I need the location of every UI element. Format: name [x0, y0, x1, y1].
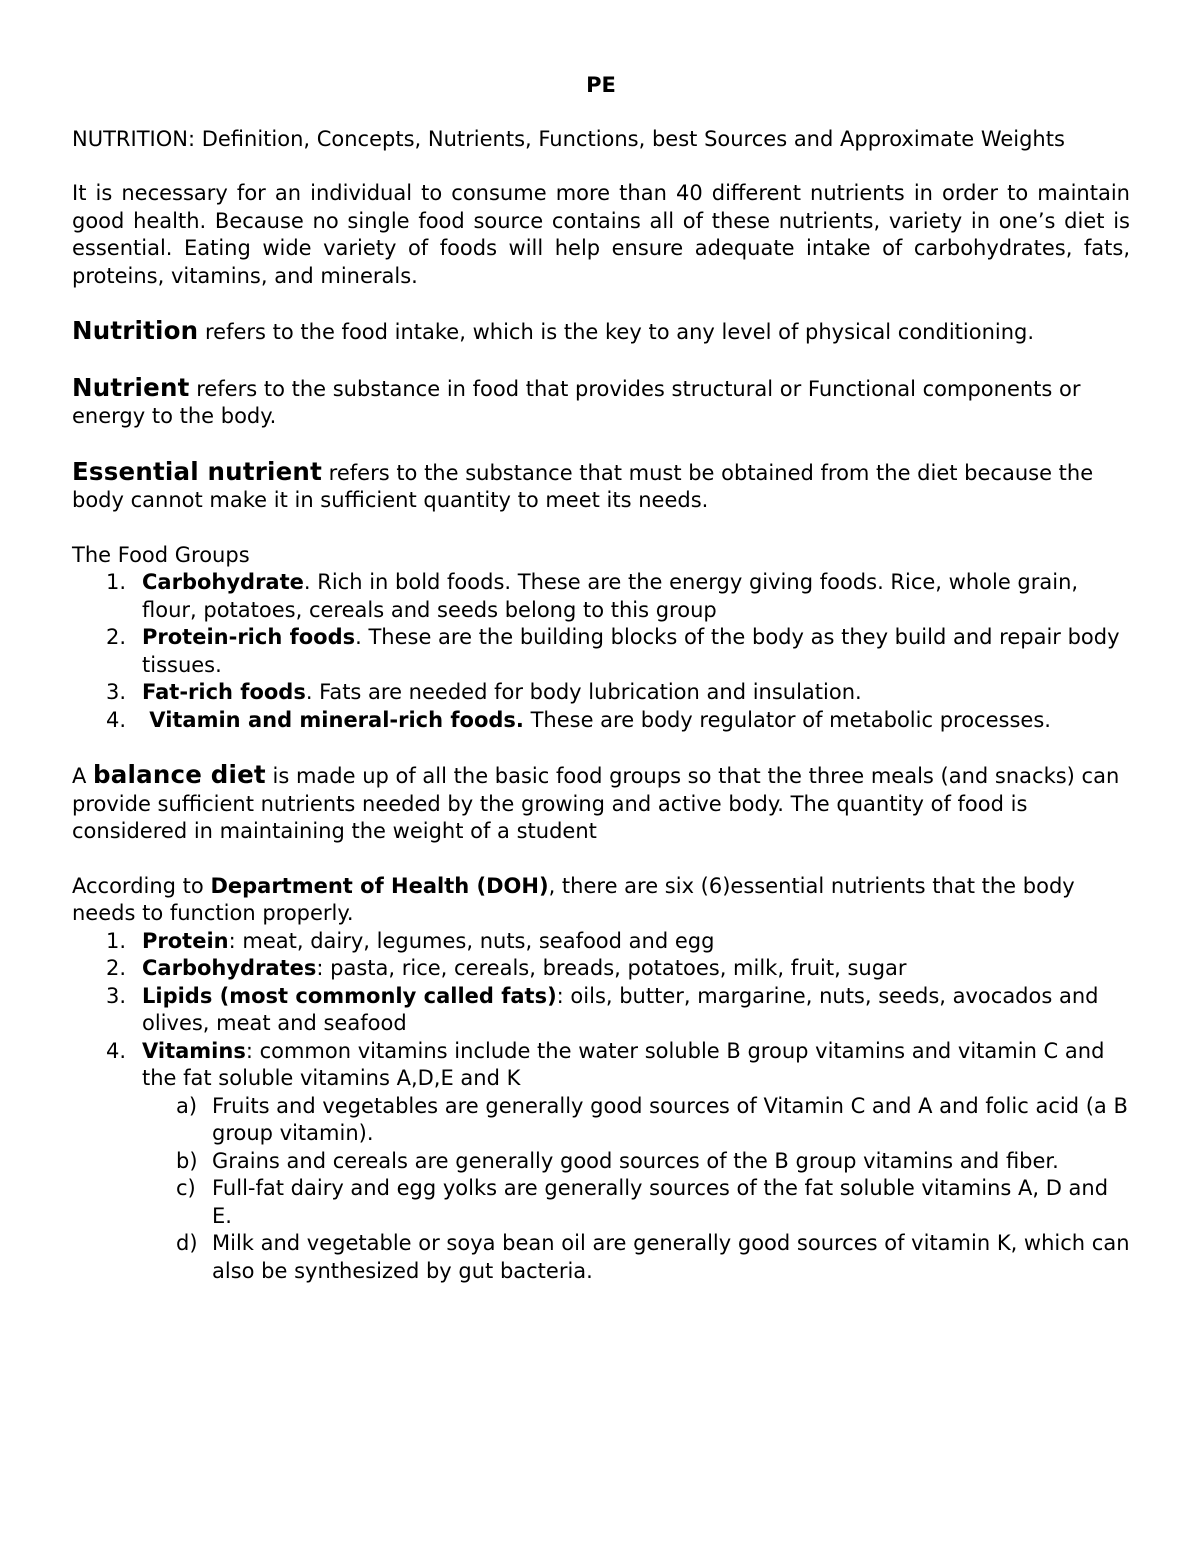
document-heading: NUTRITION: Definition, Concepts, Nutrients, Functions, best Sources and Approximate Weights [72, 126, 1065, 151]
essential-nutrients-list [72, 928, 1130, 1286]
definition-nutrition [72, 317, 1130, 347]
definition-text: refers to the substance that must be obtained from the diet because the body cannot make it in sufficient quantity to meet its needs. [72, 460, 1094, 512]
food-groups-list [72, 569, 1130, 734]
list-number: 3. [106, 680, 127, 704]
item-term: Vitamin and mineral-rich foods. [142, 707, 524, 732]
vitamin-sources-list [142, 1093, 1130, 1286]
item-term: Vitamins [142, 1038, 246, 1063]
definition-term: Nutrient [72, 372, 190, 402]
list-number: 2. [106, 625, 127, 649]
food-groups-heading: The Food Groups [72, 542, 250, 567]
list-letter: d) [176, 1231, 198, 1255]
item-text: : meat, dairy, legumes, nuts, seafood and egg [228, 928, 715, 953]
list-item [106, 624, 1130, 679]
item-text: Fruits and vegetables are generally good sources of Vitamin C and A and folic acid (a B group vitamin). [212, 1093, 1128, 1145]
item-text: . Rich in bold foods. These are the energy giving foods. Rice, whole grain, flour, potatoes, cereals and seeds belong to this group [142, 570, 1079, 622]
item-term: Lipids (most commonly called fats) [142, 983, 557, 1008]
item-term: Protein [142, 928, 229, 953]
doh-text: , there are six (6)essential nutrients that the body needs to function properly. [72, 873, 1075, 925]
definition-term: Nutrition [72, 316, 199, 345]
list-letter: c) [176, 1176, 196, 1200]
list-item [106, 679, 1130, 707]
item-text: : pasta, rice, cereals, breads, potatoes, milk, fruit, sugar [316, 956, 907, 980]
item-text: Grains and cereals are generally good sources of the B group vitamins and fiber. [212, 1148, 1059, 1173]
item-text: These are body regulator of metabolic processes. [523, 707, 1051, 732]
item-text: : oils, butter, margarine, nuts, seeds, avocados and olives, meat and seafood [142, 983, 1099, 1035]
definition-text: refers to the substance in food that provides structural or Functional components or energy to the body. [72, 376, 1081, 428]
item-text: Milk and vegetable or soya bean oil are generally good sources of vitamin K, which can also be synthesized by gut bacteria. [212, 1231, 1130, 1283]
doh-term: Department of Health (DOH) [210, 873, 549, 898]
balance-diet-paragraph [72, 761, 1130, 846]
list-item [106, 955, 1130, 983]
doh-paragraph [72, 873, 1130, 928]
list-item [176, 1230, 1130, 1285]
list-number: 4. [106, 707, 127, 732]
item-term: Fat-rich foods [142, 680, 306, 704]
balance-pre: A [72, 764, 94, 788]
item-text: . These are the building blocks of the body as they build and repair body tissues. [142, 625, 1120, 677]
list-item [176, 1148, 1130, 1176]
item-term: Protein-rich foods [142, 625, 356, 649]
list-number: 2. [106, 956, 127, 980]
list-number: 4. [106, 1038, 127, 1063]
list-number: 1. [106, 928, 127, 953]
definition-essential-nutrient [72, 458, 1130, 515]
item-text: : common vitamins include the water soluble B group vitamins and vitamin C and the fat soluble vitamins A,D,E and K [142, 1038, 1105, 1090]
definition-text: refers to the food intake, which is the key to any level of physical conditioning. [198, 320, 1035, 344]
list-item [106, 707, 1130, 735]
item-term: Carbohydrate [142, 570, 304, 594]
balance-text: is made up of all the basic food groups so that the three meals (and snacks) can provide sufficient nutrients needed by the growing and active body. The quantity of food is considered in maintaining the weight of a student [72, 764, 1120, 843]
list-letter: b) [176, 1148, 198, 1173]
list-number: 1. [106, 570, 127, 594]
list-item [106, 569, 1130, 624]
list-letter: a) [176, 1093, 198, 1118]
definition-nutrient [72, 374, 1130, 431]
item-text: Full-fat dairy and egg yolks are generally sources of the fat soluble vitamins A, D and E. [212, 1176, 1109, 1228]
item-text: . Fats are needed for body lubrication and insulation. [305, 680, 862, 704]
list-item [176, 1175, 1130, 1230]
page-title: PE [586, 73, 616, 97]
definition-term: Essential nutrient [72, 456, 322, 486]
doh-pre: According to [72, 873, 211, 898]
list-item [106, 928, 1130, 956]
balance-term: balance diet [93, 760, 266, 789]
intro-paragraph: It is necessary for an individual to consume more than 40 different nutrients in order to maintain good health. Because no single food source contains all of these nutrients, variety in one’s diet is essential. Eating wide variety of foods will help ensure adequate intake of carbohydrates, fats, proteins, vitamins, and minerals. [72, 181, 1130, 288]
list-item [106, 1038, 1130, 1286]
list-item [106, 983, 1130, 1038]
item-term: Carbohydrates [142, 956, 317, 980]
list-item [176, 1093, 1130, 1148]
list-number: 3. [106, 983, 127, 1008]
